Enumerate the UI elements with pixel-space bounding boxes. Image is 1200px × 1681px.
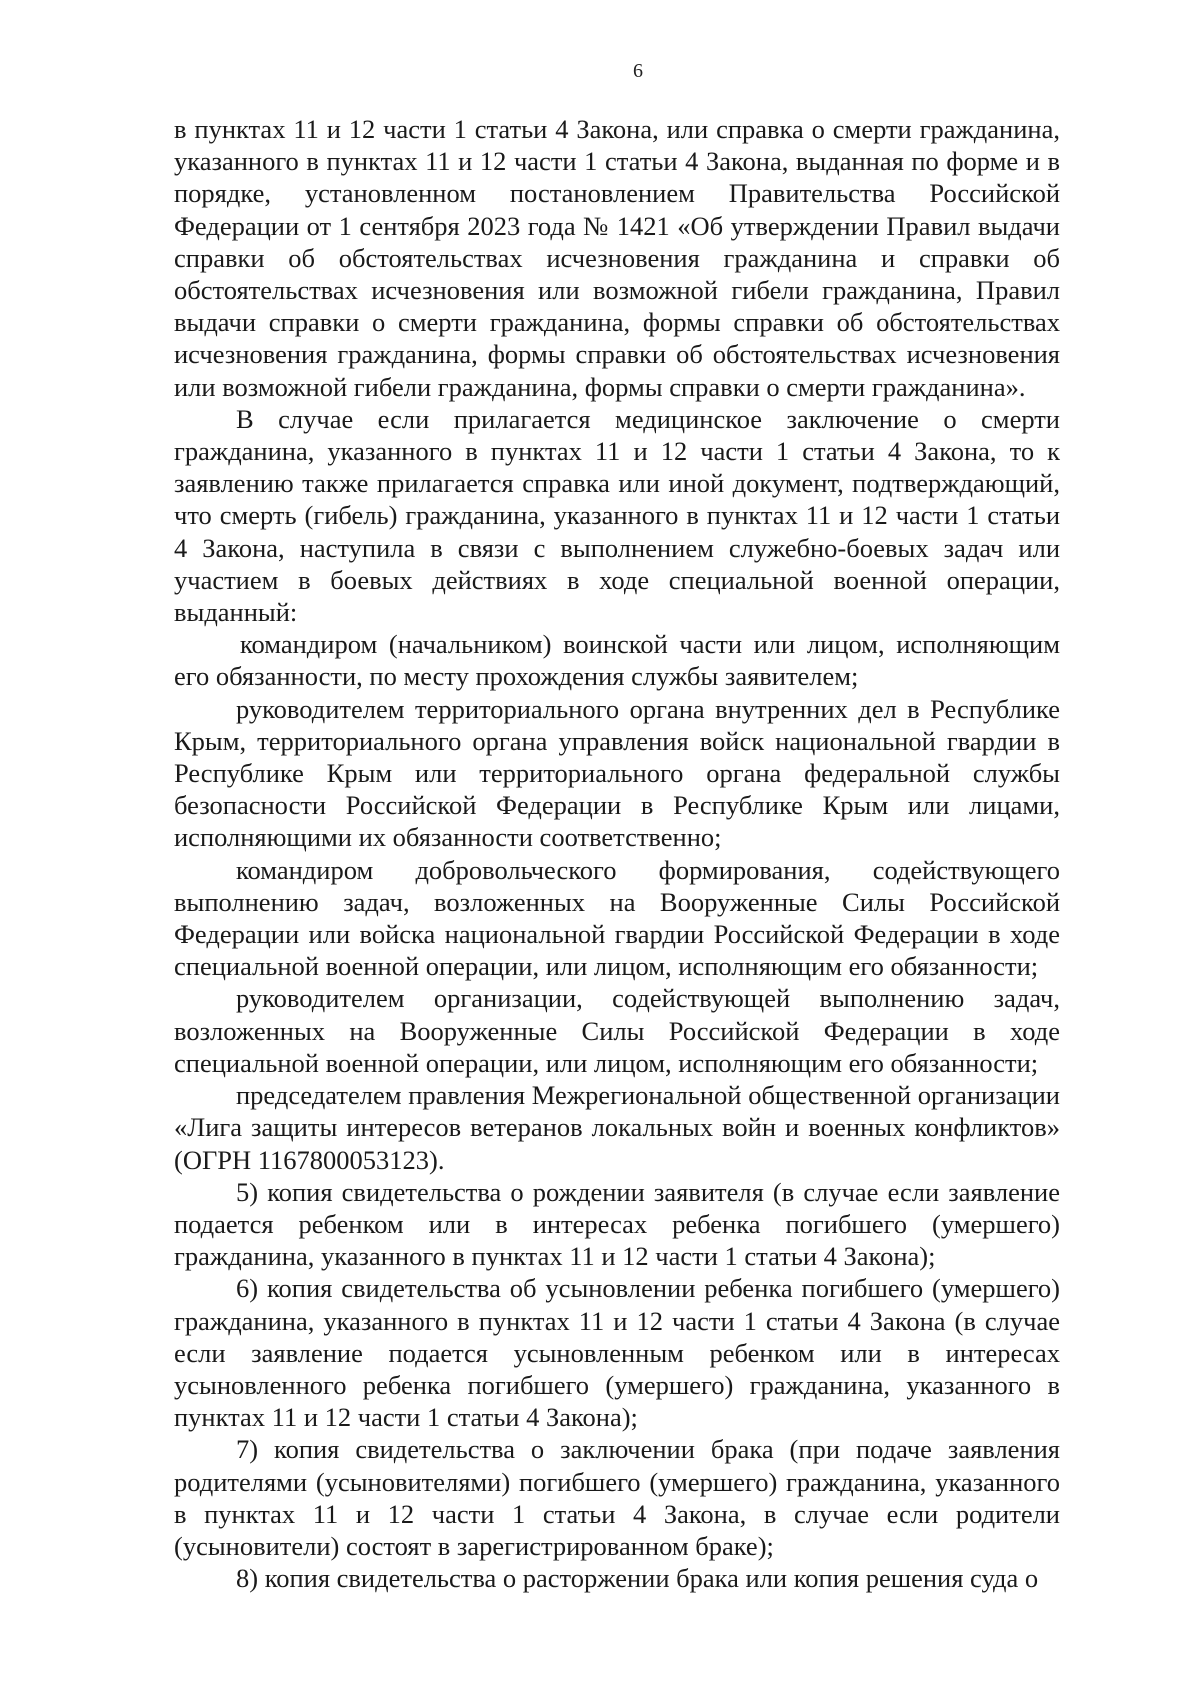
paragraph-organization-head: руководителем организации, содействующей выполнению задач, возложенных на Вооруженные Силы Российской Федерации в ходе специальной военной операции, или лицом, исполняющим его обязанности; xyxy=(174,983,1060,1078)
document-body xyxy=(174,113,1060,1594)
paragraph-veterans-league: председателем правления Межрегиональной общественной организации «Лига защиты интересов ветеранов локальных войн и военных конфликтов» (ОГРН 1167800053123). xyxy=(174,1080,1060,1175)
page-number xyxy=(38,60,1200,83)
paragraph-commander: командиром (начальником) воинской части или лицом, исполняющим его обязанности, по месту прохождения службы заявителем; xyxy=(174,629,1060,692)
list-item-8: 8) копия свидетельства о расторжении брака или копия решения суда о xyxy=(236,1563,1039,1594)
list-item-5: 5) копия свидетельства о рождении заявителя (в случае если заявление подается ребенком или в интересах ребенка погибшего (умершего) гражданина, указанного в пунктах 11 и 12 части 1 статьи 4 Закона); xyxy=(174,1176,1060,1272)
page-number-text: 6 xyxy=(633,60,643,82)
paragraph-medical-conclusion: В случае если прилагается медицинское заключение о смерти гражданина, указанного в пунктах 11 и 12 части 1 статьи 4 Закона, то к заявлению также прилагается справка или иной документ, подтверждающий, что смерть (гибель) гражданина, указанного в пунктах 11 и 12 части 1 статьи 4 Закона, наступила в связи с выполнением служебно-боевых задач или участием в боевых действиях в ходе специальной военной операции, выданный: xyxy=(174,403,1060,628)
paragraph-volunteer-formation: командиром добровольческого формирования, содействующего выполнению задач, возложенных на Вооруженные Силы Российской Федерации или войска национальной гвардии Российской Федерации в ходе специальной военной операции, или лицом, исполняющим его обязанности; xyxy=(174,854,1060,982)
paragraph-continuation: в пунктах 11 и 12 части 1 статьи 4 Закона, или справка о смерти гражданина, указанного в пунктах 11 и 12 части 1 статьи 4 Закона, выданная по форме и в порядке, установленном постановлением Правительства Российской Федерации от 1 сентября 2023 года № 1421 «Об утверждении Правил выдачи справки об обстоятельствах исчезновения гражданина и справки об обстоятельствах исчезновения или возможной гибели гражданина, Правил выдачи справки о смерти гражданина, формы справки об обстоятельствах исчезновения гражданина, формы справки об обстоятельствах исчезновения или возможной гибели гражданина, формы справки о смерти гражданина». xyxy=(174,114,1060,402)
list-item-6: 6) копия свидетельства об усыновлении ребенка погибшего (умершего) гражданина, указанного в пунктах 11 и 12 части 1 статьи 4 Закона (в случае если заявление подается усыновленным ребенком или в интересах усыновленного ребенка погибшего (умершего) гражданина, указанного в пунктах 11 и 12 части 1 статьи 4 Закона); xyxy=(174,1273,1060,1433)
list-item-7: 7) копия свидетельства о заключении брака (при подаче заявления родителями (усыновителями) погибшего (умершего) гражданина, указанного в пунктах 11 и 12 части 1 статьи 4 Закона, в случае если родители (усыновители) состоят в зарегистрированном браке); xyxy=(174,1434,1060,1561)
paragraph-internal-affairs: руководителем территориального органа внутренних дел в Республике Крым, территориального органа управления войск национальной гвардии в Республике Крым или территориального органа федеральной службы безопасности Российской Федерации в Республике Крым или лицами, исполняющими их обязанности соответственно; xyxy=(174,693,1060,853)
